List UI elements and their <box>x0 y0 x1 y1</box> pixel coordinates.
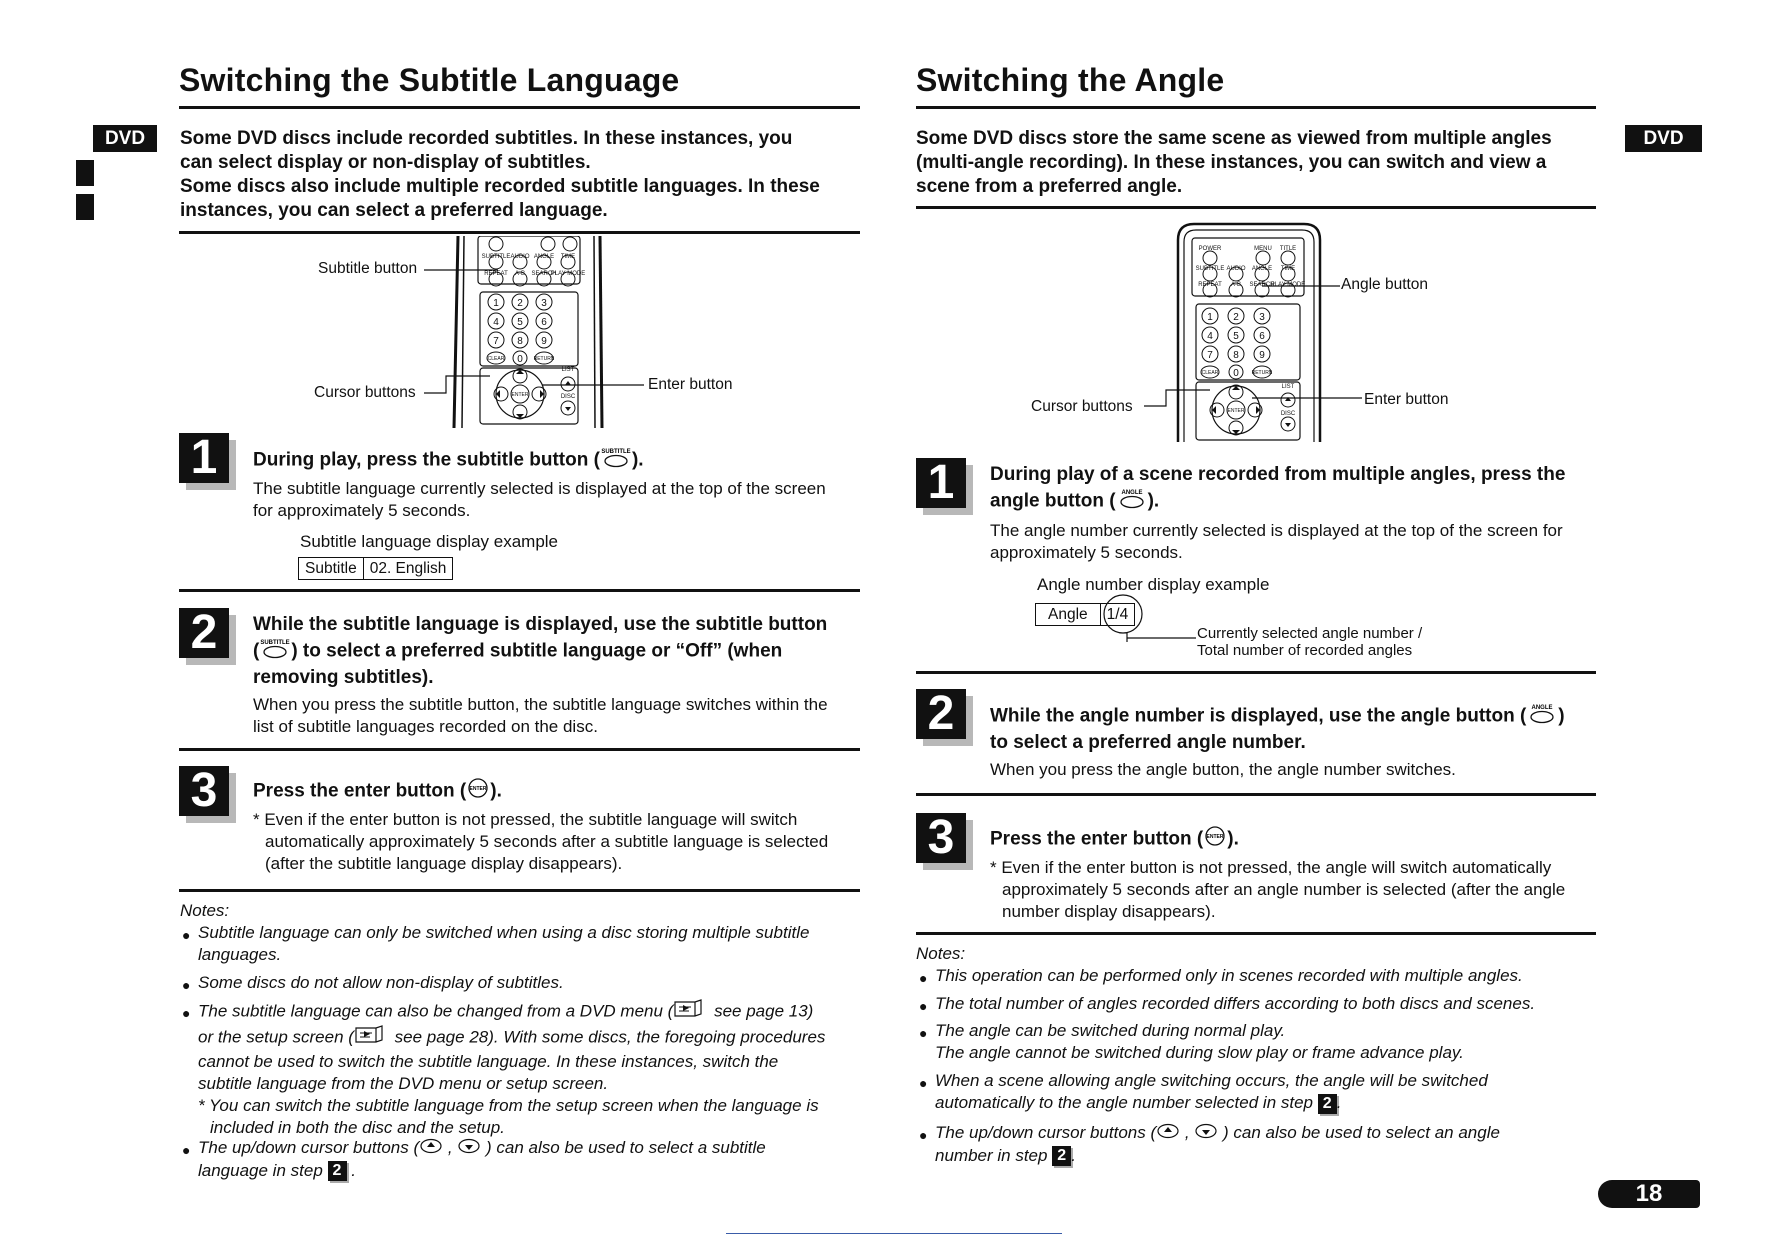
step-number: 2 <box>916 689 966 739</box>
remote-key-label: 2 <box>517 298 523 309</box>
divider <box>916 932 1596 935</box>
remote-key-label: PLAY MODE <box>550 271 586 277</box>
notes-label: Notes: <box>180 901 230 920</box>
remote-key-label: 7 <box>1207 350 1213 361</box>
step-heading: During play of a scene recorded from multiple angles, press the angle button ( ANGLE ). <box>990 463 1565 516</box>
remote-key-label: LIST <box>561 367 575 373</box>
notes-label: Notes: <box>916 944 966 963</box>
subtitle-button-icon <box>259 637 291 666</box>
step-number: 1 <box>916 458 966 508</box>
remote-key-label: TIME <box>560 254 576 260</box>
remote-key-label: SUBTITLE <box>1195 266 1225 272</box>
step-body: * Even if the enter button is not pressed, the angle will switch automatically approximately 5 seconds after an angle number is selected (after the angle number display disappears). <box>990 858 1566 921</box>
note-item: The up/down cursor buttons ( , ) can also be used to select an angle number in step 2 . <box>935 1123 1500 1165</box>
step-body: When you press the angle button, the angle number switches. <box>990 760 1456 779</box>
remote-key-label: 8 <box>517 336 523 347</box>
callout-cursor-buttons: Cursor buttons <box>1031 398 1133 415</box>
bullet-icon: ● <box>182 1005 191 1021</box>
step-number: 2 <box>179 608 229 658</box>
remote-key-label: 3 <box>541 298 547 309</box>
remote-key-label: RETURN <box>1251 370 1273 376</box>
step-heading: During play, press the subtitle button ( SUBTITLE ). <box>253 446 644 475</box>
remote-key-label: 1 <box>493 298 499 309</box>
remote-key-label: ANGLE <box>1251 266 1273 272</box>
remote-key-label: 0 <box>517 354 523 365</box>
remote-key-label: DISC <box>1280 411 1296 417</box>
angle-callout-text: Currently selected angle number / Total number of recorded angles <box>1197 625 1423 659</box>
bullet-icon: ● <box>182 977 191 993</box>
svg-text:ANGLE: ANGLE <box>1121 490 1143 496</box>
step-number: 3 <box>916 813 966 863</box>
note-item: The subtitle language can also be changed from a DVD menu ( see page 13) or the setup screen ( see page 28). With some discs, the foregoing procedures cannot be used to switch the subtitle language. In these instances, switch the subtitle language from the DVD menu or setup screen. * You can switch the subtitle language from the setup screen when the language is included in both the disc and the setup. <box>198 999 825 1139</box>
remote-key-label: SEARCH <box>1249 282 1275 288</box>
reference-book-icon <box>673 999 709 1025</box>
divider <box>179 889 860 892</box>
callout-enter-button: Enter button <box>648 376 733 393</box>
step-number: 1 <box>179 433 229 483</box>
remote-key-label: POWER <box>1198 246 1222 252</box>
page-number: 18 <box>1598 1180 1700 1208</box>
bullet-icon: ● <box>182 1142 191 1158</box>
callout-cursor-buttons: Cursor buttons <box>314 384 416 401</box>
remote-key-label: 5 <box>1233 331 1239 342</box>
page-title: Switching the Subtitle Language <box>179 62 680 98</box>
remote-key-label: DISC <box>560 394 576 400</box>
note-item: The angle can be switched during normal play. The angle cannot be switched during slow play or frame advance play. <box>935 1021 1464 1062</box>
remote-key-label: ENTER <box>511 392 529 398</box>
step-body: The subtitle language currently selected is displayed at the top of the screen for approximately 5 seconds. <box>253 479 826 520</box>
remote-key-label: 2 <box>1233 312 1239 323</box>
angle-button-icon <box>1526 702 1558 731</box>
step-body: When you press the subtitle button, the subtitle language switches within the list of subtitle languages recorded on the disc. <box>253 695 828 736</box>
remote-key-label: CLEAR <box>487 356 505 362</box>
remote-key-label: 0 <box>1233 368 1239 379</box>
remote-key-label: ENTER <box>1227 408 1245 414</box>
callout-enter-button: Enter button <box>1364 391 1449 408</box>
remote-key-label: LIST <box>1281 384 1295 390</box>
remote-key-label: MENU <box>1254 246 1272 252</box>
remote-key-label: CLEAR <box>1201 370 1219 376</box>
note-item: This operation can be performed only in scenes recorded with multiple angles. <box>935 966 1523 985</box>
remote-key-label: 3 <box>1259 312 1265 323</box>
remote-key-label: 1 <box>1207 312 1213 323</box>
note-item: Subtitle language can only be switched when using a disc storing multiple subtitle languages. <box>198 923 810 964</box>
edge-mark <box>76 160 94 186</box>
angle-button-icon <box>1116 487 1148 516</box>
bullet-icon: ● <box>182 927 191 943</box>
step-ref-badge: 2 <box>1052 1146 1071 1166</box>
bullet-icon: ● <box>919 970 928 986</box>
cursor-down-icon <box>1194 1123 1218 1145</box>
angle-display-example: Angle 1/4 <box>1035 603 1135 626</box>
remote-key-label: 9 <box>1259 350 1265 361</box>
bullet-icon: ● <box>919 1025 928 1041</box>
callout-lines <box>420 262 660 412</box>
intro-text: Some DVD discs store the same scene as viewed from multiple angles (multi-angle recording). In these instances, you can switch and view a scene from a preferred angle. <box>916 128 1552 197</box>
remote-key-label: TITLE <box>1279 246 1297 252</box>
step-body: * Even if the enter button is not pressed, the subtitle language will switch automatically approximately 5 seconds after a subtitle language is selected (after the subtitle language display disappears). <box>253 810 829 873</box>
divider <box>916 106 1596 109</box>
remote-key-label: 9 <box>541 336 547 347</box>
remote-key-label: A-B <box>514 271 526 277</box>
bullet-icon: ● <box>919 998 928 1014</box>
remote-key-label: REPEAT <box>1198 282 1222 288</box>
svg-text:ENTER: ENTER <box>1206 834 1224 840</box>
intro-text: Some DVD discs include recorded subtitles. In these instances, you can select display or non-display of subtitles. Some discs also include multiple recorded subtitle languages. In these instances, you can select a preferred language. <box>180 128 820 221</box>
remote-key-label: REPEAT <box>484 271 508 277</box>
subtitle-button-icon <box>600 446 632 475</box>
note-item: Some discs do not allow non-display of subtitles. <box>198 973 564 992</box>
example-label: Subtitle language display example <box>300 532 559 551</box>
enter-button-icon <box>466 777 490 806</box>
step-ref-badge: 2 <box>1318 1094 1337 1114</box>
bottom-rule <box>726 1233 1062 1234</box>
dvd-section-tag: DVD <box>1625 125 1702 152</box>
divider <box>916 206 1596 209</box>
remote-key-label: ANGLE <box>533 254 555 260</box>
bullet-icon: ● <box>919 1075 928 1091</box>
remote-key-label: 6 <box>541 317 547 328</box>
step-heading: Press the enter button ( ENTER ). <box>990 825 1239 854</box>
step-number: 3 <box>179 766 229 816</box>
remote-key-label: 7 <box>493 336 499 347</box>
edge-mark <box>76 194 94 220</box>
remote-key-label: 4 <box>1207 331 1213 342</box>
cursor-down-icon <box>457 1138 481 1160</box>
remote-key-label: RETURN <box>533 356 555 362</box>
divider <box>179 748 860 751</box>
divider <box>916 671 1596 674</box>
divider <box>179 231 860 234</box>
step-heading: While the subtitle language is displayed, use the subtitle button ( SUBTITLE ) to select a preferred subtitle language or “Off” (when removing subtitles). <box>253 614 828 688</box>
remote-key-label: A-B <box>1230 282 1242 288</box>
bullet-icon: ● <box>919 1127 928 1143</box>
example-label: Angle number display example <box>1037 575 1270 594</box>
callout-subtitle-button: Subtitle button <box>318 260 418 277</box>
svg-text:SUBTITLE: SUBTITLE <box>260 640 290 646</box>
enter-button-icon <box>1203 825 1227 854</box>
note-item: The up/down cursor buttons ( , ) can also be used to select a subtitle language in step 2 . <box>198 1138 766 1180</box>
note-item: When a scene allowing angle switching occurs, the angle will be switched automatically to the angle number selected in step 2 . <box>935 1071 1488 1112</box>
remote-key-label: PLAY MODE <box>1270 282 1306 288</box>
page-title: Switching the Angle <box>916 62 1225 98</box>
cursor-up-icon <box>419 1138 443 1160</box>
divider <box>179 106 860 109</box>
remote-key-label: SEARCH <box>531 271 557 277</box>
remote-key-label: AUDIO <box>1226 266 1246 272</box>
cursor-up-icon <box>1156 1123 1180 1145</box>
divider <box>179 589 860 592</box>
remote-key-label: TIME <box>1280 266 1296 272</box>
remote-key-label: 6 <box>1259 331 1265 342</box>
svg-text:ANGLE: ANGLE <box>1531 705 1553 711</box>
dvd-section-tag: DVD <box>93 125 157 152</box>
svg-text:SUBTITLE: SUBTITLE <box>601 449 631 455</box>
note-item: The total number of angles recorded differs according to both discs and scenes. <box>935 994 1536 1013</box>
step-heading: While the angle number is displayed, use the angle button ( ANGLE ) to select a preferred angle number. <box>990 702 1565 755</box>
divider <box>916 793 1596 796</box>
remote-key-label: 4 <box>493 317 499 328</box>
remote-key-label: 5 <box>517 317 523 328</box>
step-body: The angle number currently selected is displayed at the top of the screen for approximately 5 seconds. <box>990 521 1563 562</box>
remote-key-label: AUDIO <box>510 254 530 260</box>
reference-book-icon <box>354 1025 390 1051</box>
svg-text:ENTER: ENTER <box>469 786 487 792</box>
remote-key-label: 8 <box>1233 350 1239 361</box>
step-ref-badge: 2 <box>328 1161 347 1181</box>
step-heading: Press the enter button ( ENTER ). <box>253 777 502 806</box>
remote-key-label: SUBTITLE <box>481 254 511 260</box>
angle-callout-line <box>1100 592 1200 642</box>
subtitle-display-example: Subtitle 02. English <box>298 557 453 580</box>
callout-lines <box>1140 280 1380 430</box>
callout-angle-button: Angle button <box>1341 276 1429 293</box>
